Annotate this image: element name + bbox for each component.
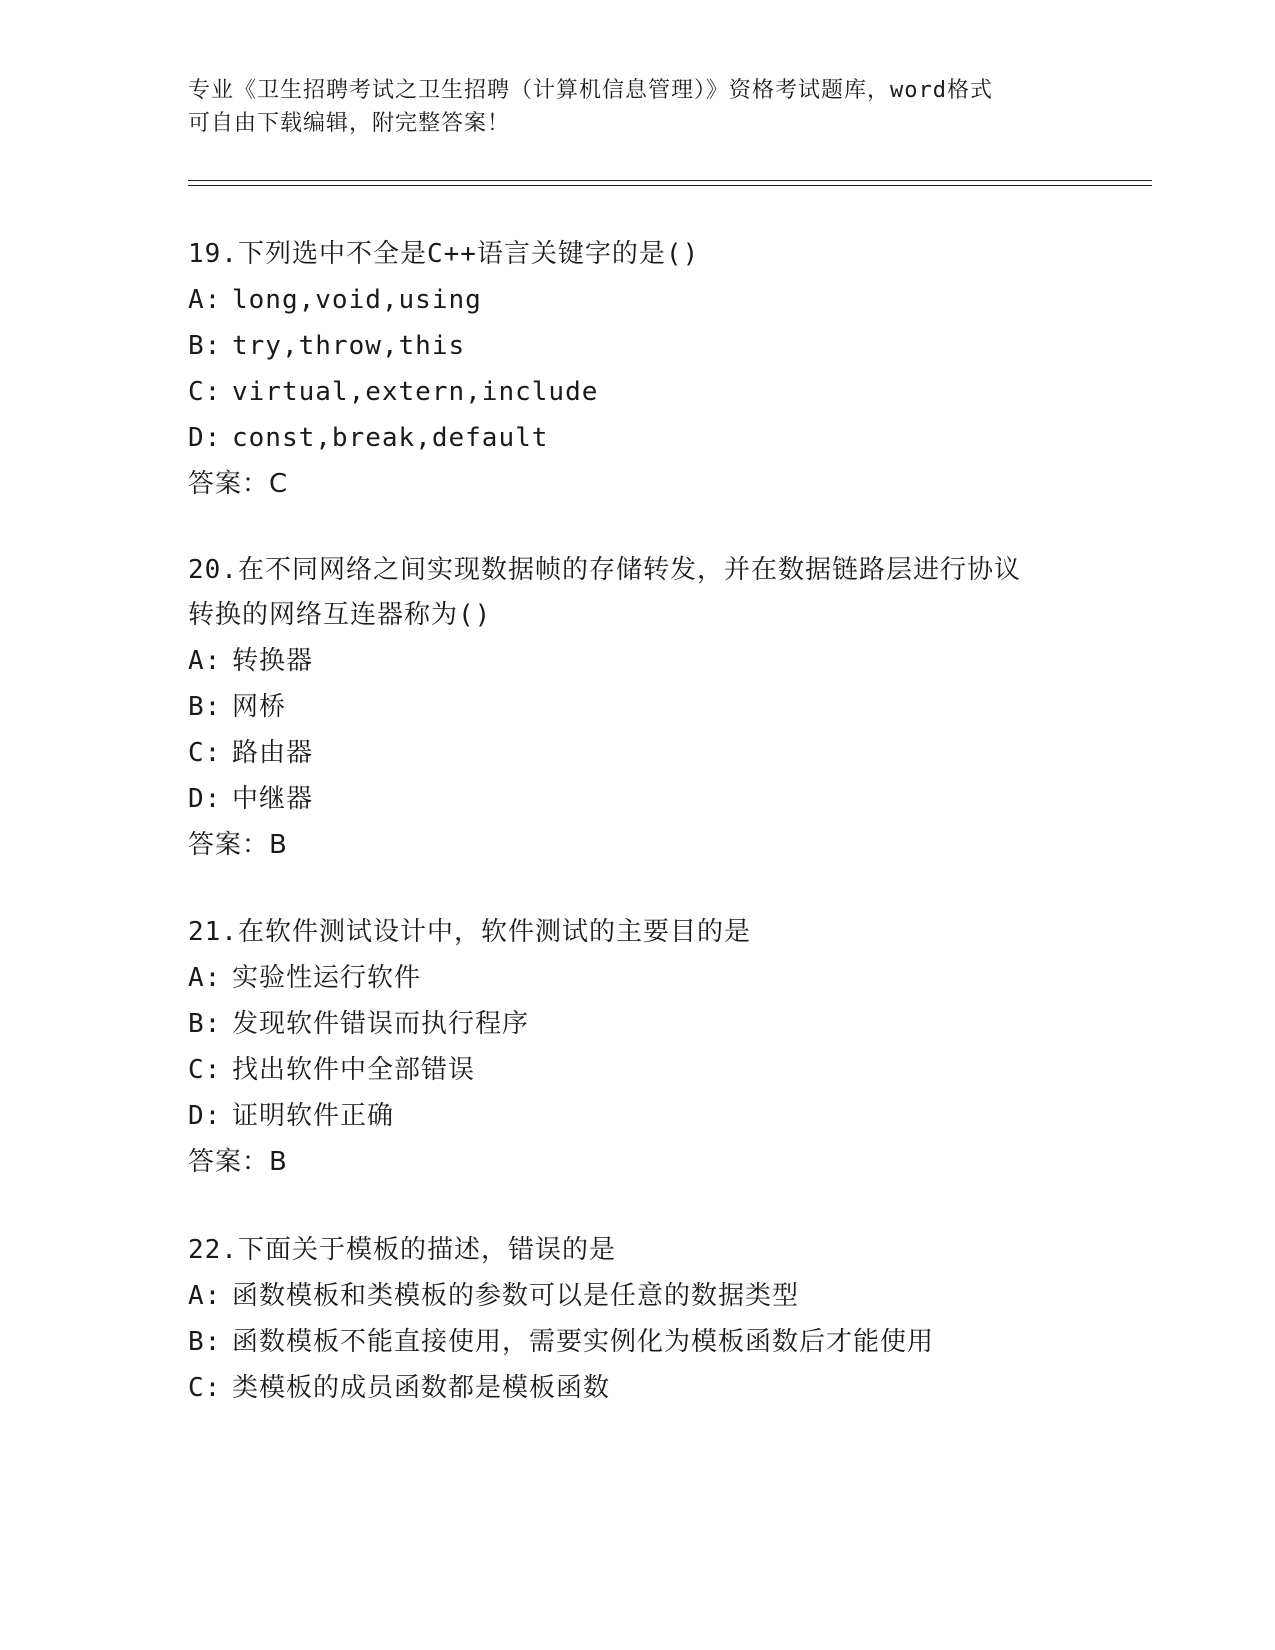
option-key: D: bbox=[188, 1101, 222, 1131]
question-20 bbox=[188, 548, 1088, 868]
question-22 bbox=[188, 1228, 1088, 1411]
option-text: 证明软件正确 bbox=[232, 1101, 395, 1131]
option-text: const,break,default bbox=[232, 423, 549, 453]
option-text: 网桥 bbox=[232, 692, 287, 722]
option-key: B: bbox=[188, 1009, 222, 1039]
question-text: 19.下列选中不全是C++语言关键字的是() bbox=[188, 239, 700, 269]
option-text: 中继器 bbox=[232, 784, 314, 814]
option-key: A: bbox=[188, 646, 222, 676]
option-a bbox=[188, 1273, 1088, 1319]
option-text: try,throw,this bbox=[232, 331, 466, 361]
option-b bbox=[188, 1001, 1088, 1047]
option-key: C: bbox=[188, 377, 222, 407]
option-b bbox=[188, 1319, 1088, 1365]
answer-line: 答案：B bbox=[188, 1147, 288, 1177]
option-text: 找出软件中全部错误 bbox=[232, 1055, 476, 1085]
option-text: 实验性运行软件 bbox=[232, 963, 422, 993]
option-a bbox=[188, 277, 1088, 323]
header-line-1: 专业《卫生招聘考试之卫生招聘（计算机信息管理）》资格考试题库，word格式 bbox=[188, 78, 993, 103]
option-text: 类模板的成员函数都是模板函数 bbox=[232, 1373, 611, 1403]
option-text: 转换器 bbox=[232, 646, 314, 676]
question-21 bbox=[188, 910, 1088, 1185]
option-a bbox=[188, 955, 1088, 1001]
document-header bbox=[188, 74, 1088, 140]
option-key: D: bbox=[188, 784, 222, 814]
option-key: C: bbox=[188, 1373, 222, 1403]
question-text: 21.在软件测试设计中，软件测试的主要目的是 bbox=[188, 917, 751, 947]
option-c bbox=[188, 1365, 1088, 1411]
option-d bbox=[188, 1093, 1088, 1139]
option-c bbox=[188, 369, 1088, 415]
option-d bbox=[188, 776, 1088, 822]
header-line-2: 可自由下载编辑，附完整答案！ bbox=[188, 111, 511, 136]
question-text: 22.下面关于模板的描述，错误的是 bbox=[188, 1235, 616, 1265]
option-key: D: bbox=[188, 423, 222, 453]
option-b bbox=[188, 323, 1088, 369]
header-divider-bottom bbox=[188, 185, 1152, 186]
option-d bbox=[188, 415, 1088, 461]
option-key: C: bbox=[188, 738, 222, 768]
option-key: B: bbox=[188, 692, 222, 722]
option-key: A: bbox=[188, 963, 222, 993]
option-text: 函数模板不能直接使用，需要实例化为模板函数后才能使用 bbox=[232, 1327, 935, 1357]
option-text: 发现软件错误而执行程序 bbox=[232, 1009, 530, 1039]
answer-line: 答案：B bbox=[188, 830, 288, 860]
option-c bbox=[188, 730, 1088, 776]
option-key: A: bbox=[188, 285, 222, 315]
option-text: long,void,using bbox=[232, 285, 482, 315]
question-text-continued: 转换的网络互连器称为() bbox=[188, 600, 492, 630]
question-19 bbox=[188, 232, 1088, 507]
header-divider-top bbox=[188, 180, 1152, 181]
option-key: C: bbox=[188, 1055, 222, 1085]
question-text: 20.在不同网络之间实现数据帧的存储转发，并在数据链路层进行协议 bbox=[188, 555, 1021, 585]
option-c bbox=[188, 1047, 1088, 1093]
option-text: 路由器 bbox=[232, 738, 314, 768]
option-a bbox=[188, 638, 1088, 684]
option-text: virtual,extern,include bbox=[232, 377, 599, 407]
answer-line: 答案：C bbox=[188, 469, 289, 499]
option-text: 函数模板和类模板的参数可以是任意的数据类型 bbox=[232, 1281, 800, 1311]
option-key: B: bbox=[188, 331, 222, 361]
option-key: B: bbox=[188, 1327, 222, 1357]
option-b bbox=[188, 684, 1088, 730]
option-key: A: bbox=[188, 1281, 222, 1311]
